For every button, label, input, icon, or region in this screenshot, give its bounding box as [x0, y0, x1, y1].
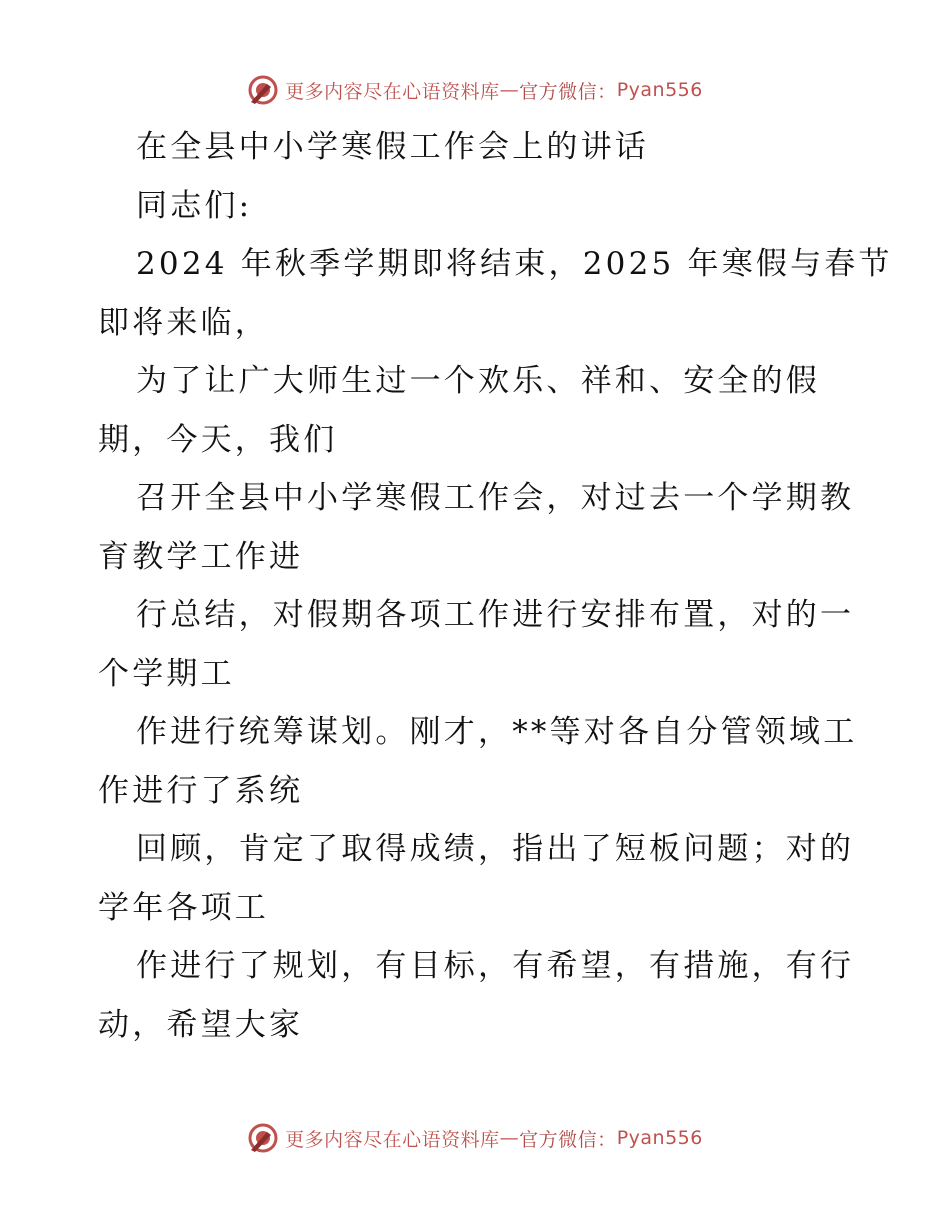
footer-wechat-id: Pyan556 [616, 1127, 703, 1149]
body-line: 动，希望大家 [98, 1006, 304, 1043]
pen-logo-icon [247, 1122, 279, 1154]
salutation: 同志们: [136, 187, 253, 224]
document-title: 在全县中小学寒假工作会上的讲话 [136, 129, 649, 165]
body-line: 学年各项工 [98, 889, 269, 926]
body-line: 期，今天，我们 [98, 421, 338, 458]
body-line: 召开全县中小学寒假工作会，对过去一个学期教 [136, 480, 855, 516]
header-wechat-id: Pyan556 [616, 79, 703, 101]
header-banner[interactable] [0, 70, 950, 110]
footer-dash: — [499, 1127, 520, 1149]
header-dash: — [499, 79, 520, 101]
footer-wechat-label: 官方微信： [519, 1128, 617, 1151]
footer-promo-text: 更多内容尽在心语资料库 [285, 1128, 500, 1151]
body-line: 即将来临， [98, 304, 269, 341]
header-wechat-label: 官方微信： [519, 80, 617, 103]
body-line: 回顾，肯定了取得成绩，指出了短板问题；对的 [136, 831, 855, 867]
body-line: 个学期工 [98, 655, 235, 692]
body-line: 育教学工作进 [98, 538, 304, 575]
pen-logo-icon [247, 74, 279, 106]
body-line: 行总结，对假期各项工作进行安排布置，对的一 [136, 597, 855, 633]
document-body [98, 118, 893, 1054]
footer-banner[interactable] [0, 1118, 950, 1158]
header-promo-text: 更多内容尽在心语资料库 [285, 80, 500, 103]
body-line: 作进行统筹谋划。刚才，**等对各自分管领域工 [136, 714, 858, 750]
body-line: 作进行了系统 [98, 772, 304, 809]
body-line: 2024 年秋季学期即将结束，2025 年寒假与春节 [136, 246, 893, 282]
body-line: 作进行了规划，有目标，有希望，有措施，有行 [136, 948, 855, 984]
body-line: 为了让广大师生过一个欢乐、祥和、安全的假 [136, 363, 820, 399]
